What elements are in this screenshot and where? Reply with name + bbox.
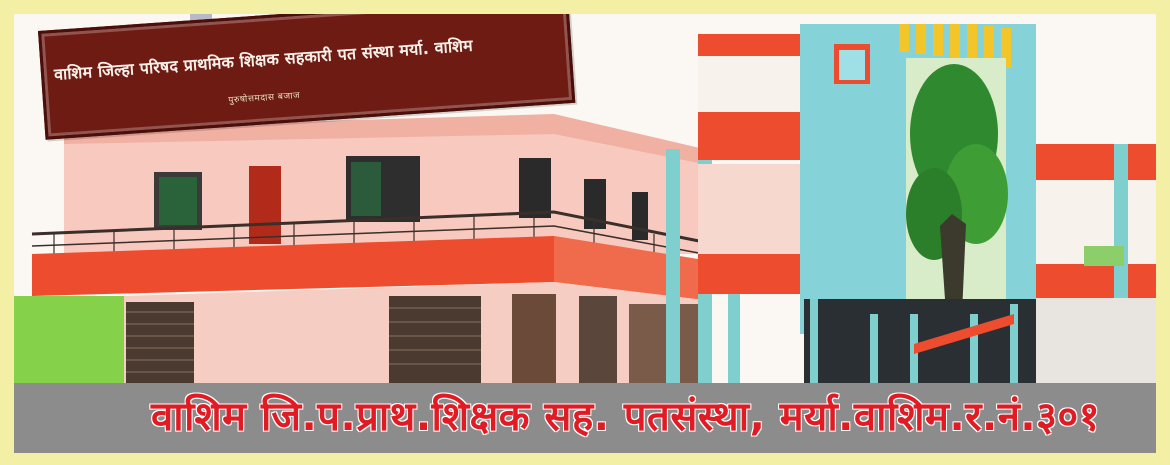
right-wing-band-top — [1036, 144, 1156, 180]
caption-strip — [14, 383, 1156, 453]
society-caption: वाशिम जि.प.प्राथ.शिक्षक सह. पतसंस्था, मर्या.वाशिम.र.नं.३०१ — [151, 394, 1100, 440]
round-block-band-top — [698, 34, 808, 56]
window-pane — [159, 177, 197, 225]
right-wing-ground — [1036, 298, 1156, 386]
shutter — [389, 296, 481, 386]
right-wing-band-bottom — [1036, 264, 1156, 298]
building-photo — [14, 14, 1156, 386]
sign-board-subtitle: पुरुषोत्तमदास बजाज — [227, 90, 301, 106]
shutter — [126, 302, 194, 386]
column — [666, 149, 680, 386]
window-pane — [351, 162, 381, 216]
window — [632, 192, 648, 240]
shutter — [512, 294, 556, 386]
right-wing-plants — [1084, 246, 1124, 266]
shutter — [629, 304, 699, 386]
round-block-band — [698, 112, 808, 160]
grass — [14, 296, 124, 386]
window — [519, 158, 551, 218]
round-block-band-bottom — [698, 254, 808, 294]
tower-window-glass — [839, 50, 865, 80]
door — [249, 166, 281, 244]
shutter — [579, 296, 617, 386]
sign-board-title: वाशिम जिल्हा परिषद प्राथमिक शिक्षक सहकारी पत संस्था मर्या. वाशिम — [53, 35, 474, 84]
